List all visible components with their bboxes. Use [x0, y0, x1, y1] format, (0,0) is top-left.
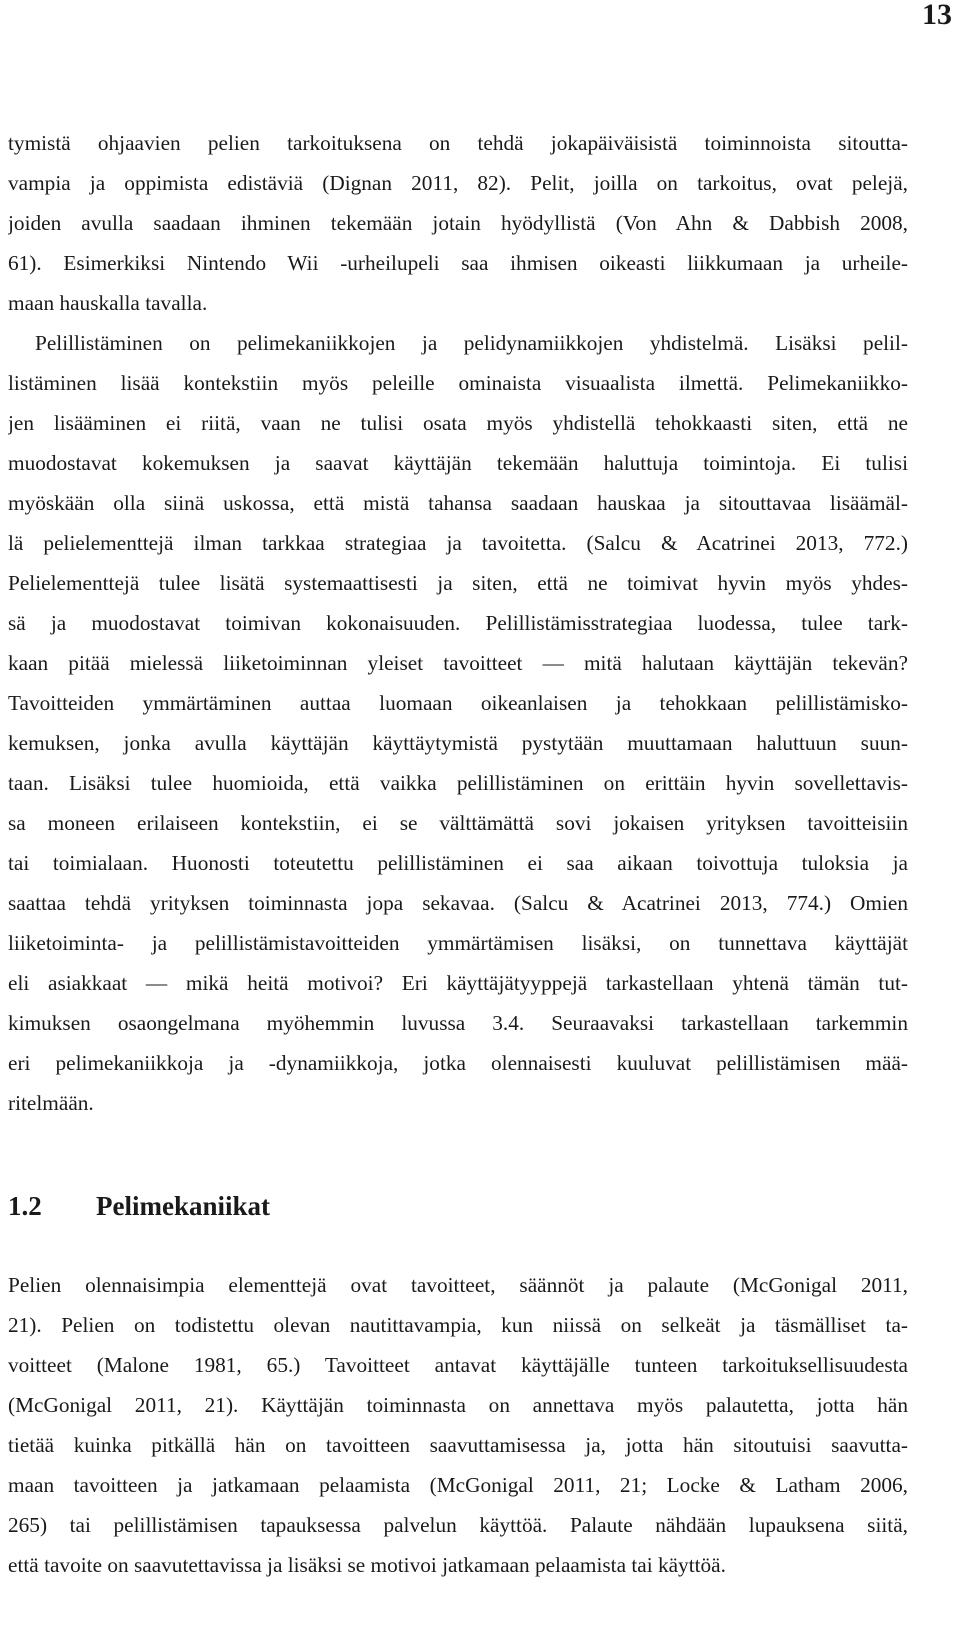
- text-line: tietää kuinka pitkällä hän on tavoitteen saavuttamisessa ja, jotta hän sitoutuisi saavutta-: [8, 1433, 908, 1457]
- text-line: lä pelielementtejä ilman tarkkaa strategiaa ja tavoitetta. (Salcu & Acatrinei 2013, 772.): [8, 531, 908, 555]
- text-line: jen lisääminen ei riitä, vaan ne tulisi osata myös yhdistellä tehokkaasti siten, että ne: [8, 411, 908, 435]
- text-line: ritelmään.: [8, 1091, 94, 1115]
- text-line: myöskään olla siinä uskossa, että mistä tahansa saadaan hauskaa ja sitouttavaa lisäämäl-: [8, 491, 908, 515]
- text-line: kimuksen osaongelmana myöhemmin luvussa 3.4. Seuraavaksi tarkastellaan tarkemmin: [8, 1011, 908, 1035]
- text-line: listäminen lisää kontekstiin myös peleille ominaista visuaalista ilmettä. Pelimekaniikko-: [8, 371, 908, 395]
- text-line: saattaa tehdä yrityksen toiminnasta jopa sekavaa. (Salcu & Acatrinei 2013, 774.) Omien: [8, 891, 908, 915]
- text-line: kaan pitää mielessä liiketoiminnan yleiset tavoitteet — mitä halutaan käyttäjän tekevän?: [8, 651, 908, 675]
- text-line: maan hauskalla tavalla.: [8, 291, 208, 315]
- text-line: eri pelimekaniikkoja ja -dynamiikkoja, jotka olennaisesti kuuluvat pelillistämisen mää-: [8, 1051, 908, 1075]
- section-number: 1.2: [8, 1191, 42, 1221]
- page-number: 13: [922, 0, 952, 31]
- text-line: kemuksen, jonka avulla käyttäjän käyttäytymistä pystytään muuttamaan haluttuun suun-: [8, 731, 908, 755]
- text-line: 61). Esimerkiksi Nintendo Wii -urheilupeli saa ihmisen oikeasti liikkumaan ja urheile-: [8, 251, 908, 275]
- text-line: liiketoiminta- ja pelillistämistavoitteiden ymmärtämisen lisäksi, on tunnettava käyttäjät: [8, 931, 908, 955]
- text-line: tai toimialaan. Huonosti toteutettu pelillistäminen ei saa aikaan toivottuja tuloksia ja: [8, 851, 908, 875]
- text-line: tymistä ohjaavien pelien tarkoituksena on tehdä jokapäiväisistä toiminnoista sitoutta-: [8, 131, 908, 155]
- text-line: Pelillistäminen on pelimekaniikkojen ja pelidynamiikkojen yhdistelmä. Lisäksi pelil-: [35, 331, 908, 355]
- text-line: sa moneen erilaiseen kontekstiin, ei se välttämättä sovi jokaisen yrityksen tavoitteisiin: [8, 811, 908, 835]
- text-line: vampia ja oppimista edistäviä (Dignan 2011, 82). Pelit, joilla on tarkoitus, ovat pelejä,: [8, 171, 908, 195]
- text-line: eli asiakkaat — mikä heitä motivoi? Eri käyttäjätyyppejä tarkastellaan yhtenä tämän tut-: [8, 971, 908, 995]
- text-line: maan tavoitteen ja jatkamaan pelaamista (McGonigal 2011, 21; Locke & Latham 2006,: [8, 1473, 908, 1497]
- section-heading: [8, 1178, 270, 1234]
- text-line: että tavoite on saavutettavissa ja lisäksi se motivoi jatkamaan pelaamista tai käyttöä.: [8, 1553, 726, 1577]
- text-line: joiden avulla saadaan ihminen tekemään jotain hyödyllistä (Von Ahn & Dabbish 2008,: [8, 211, 908, 235]
- text-line: voitteet (Malone 1981, 65.) Tavoitteet antavat käyttäjälle tunteen tarkoituksellisuudesta: [8, 1353, 908, 1377]
- text-line: sä ja muodostavat toimivan kokonaisuuden. Pelillistämisstrategiaa luodessa, tulee tark-: [8, 611, 908, 635]
- text-line: Tavoitteiden ymmärtäminen auttaa luomaan oikeanlaisen ja tehokkaan pelillistämisko-: [8, 691, 908, 715]
- text-line: (McGonigal 2011, 21). Käyttäjän toiminnasta on annettava myös palautetta, jotta hän: [8, 1393, 908, 1417]
- section-title: Pelimekaniikat: [96, 1191, 270, 1221]
- text-line: Pelielementtejä tulee lisätä systemaattisesti ja siten, että ne toimivat hyvin myös yhdes-: [8, 571, 908, 595]
- text-line: 265) tai pelillistämisen tapauksessa palvelun käyttöä. Palaute nähdään lupauksena siitä,: [8, 1513, 908, 1537]
- text-line: muodostavat kokemuksen ja saavat käyttäjän tekemään haluttuja toimintoja. Ei tulisi: [8, 451, 908, 475]
- text-line: 21). Pelien on todistettu olevan nautittavampia, kun niissä on selkeät ja täsmälliset ta-: [8, 1313, 908, 1337]
- text-line: Pelien olennaisimpia elementtejä ovat tavoitteet, säännöt ja palaute (McGonigal 2011,: [8, 1273, 908, 1297]
- text-line: taan. Lisäksi tulee huomioida, että vaikka pelillistäminen on erittäin hyvin sovellettavis-: [8, 771, 908, 795]
